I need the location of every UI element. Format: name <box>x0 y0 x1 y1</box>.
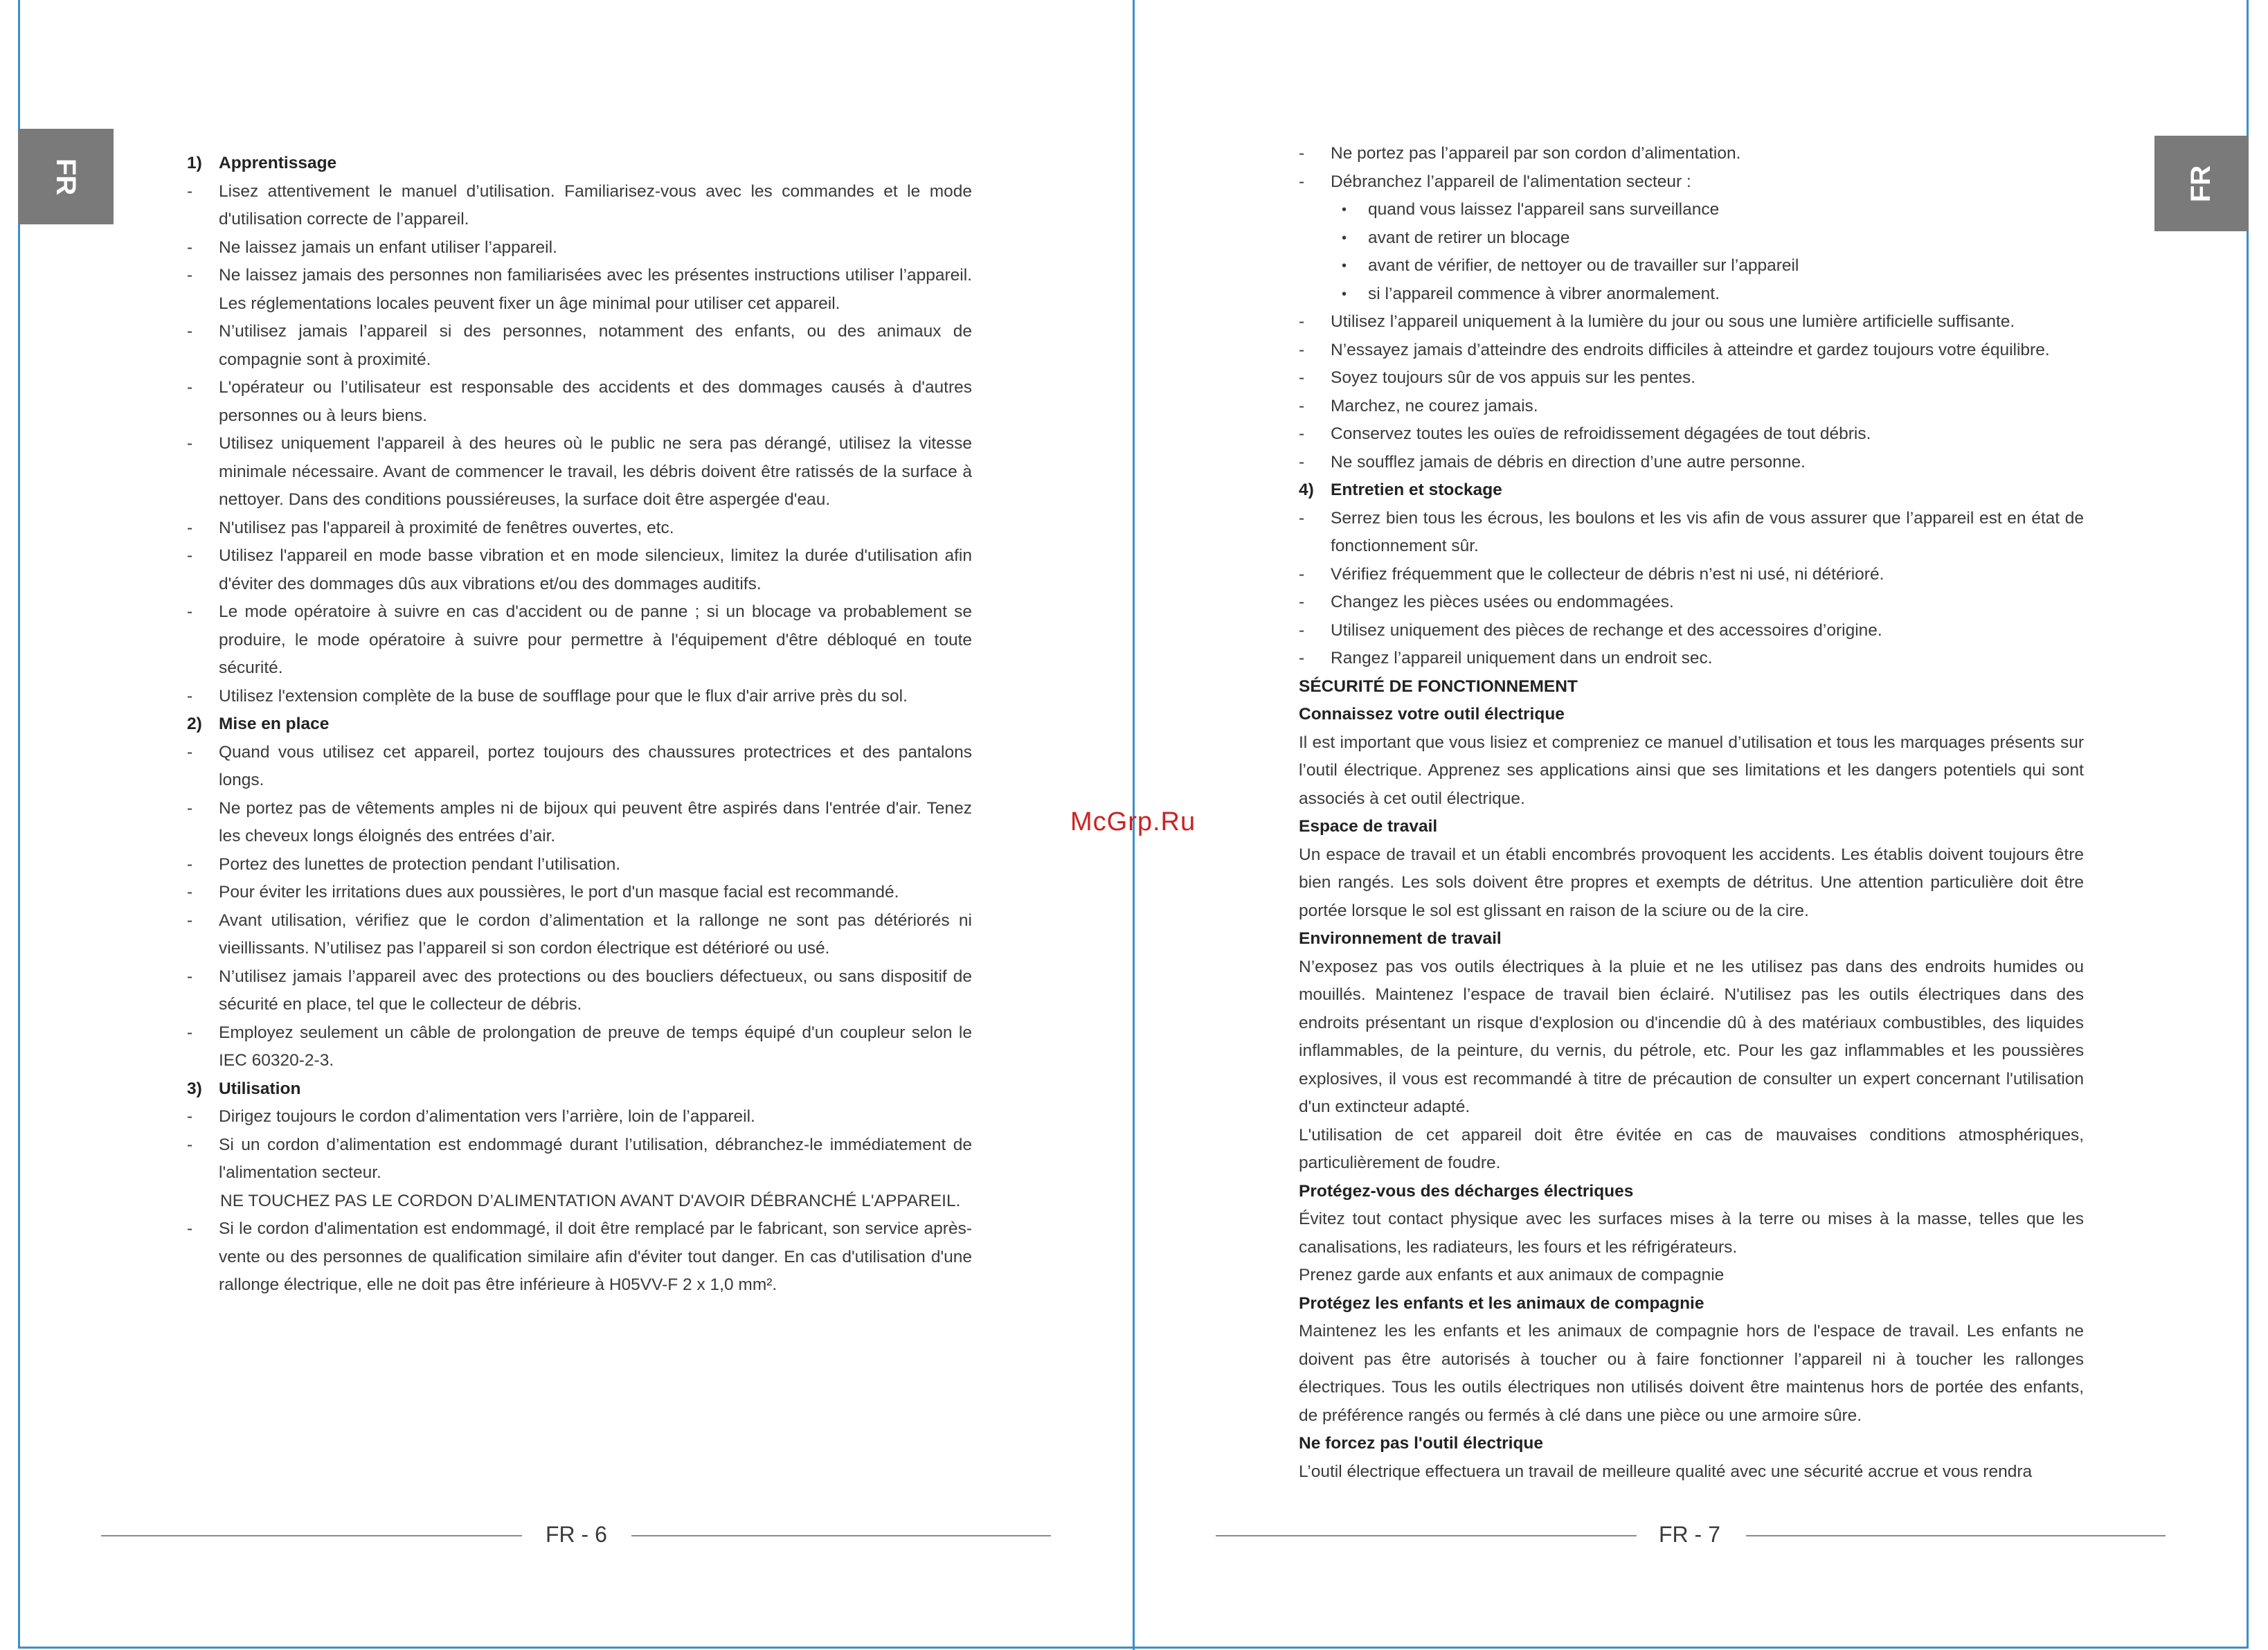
list-item-text: Le mode opératoire à suivre en cas d'accident ou de panne ; si un blocage va probablement se produire, le mode opératoire à suivre pour permettre à l'équipement d'être débloqué en toute sécurité. <box>219 602 972 677</box>
footer-rule-right-2 <box>1746 1535 2166 1536</box>
paragraph: Il est important que vous lisiez et compreniez ce manuel d’utilisation et tous les marquages présents sur l’outil électrique. Apprenez ses applications ainsi que ses limitations et les dangers potentiels qui sont associés à cet outil électrique. <box>1299 733 2084 808</box>
bullet: - <box>1299 424 1305 443</box>
list-item-text: Si le cordon d'alimentation est endommagé, il doit être remplacé par le fabricant, son service après-vente ou des personnes de qualification similaire afin d'éviter tout danger. En cas d'utilisation d'une rallonge électrique, elle ne doit pas être inférieure à H05VV-F 2 x 1,0 mm². <box>219 1219 972 1294</box>
bullet: - <box>187 518 193 537</box>
bullet-dot: • <box>1342 202 1347 217</box>
subheading: Protégez-vous des décharges électriques <box>1299 1181 1634 1201</box>
section-heading <box>187 1075 972 1104</box>
list-item-text: Lisez attentivement le manuel d’utilisation. Familiarisez-vous avec les commandes et le mode d'utilisation correcte de l’appareil. <box>219 181 972 228</box>
list-item <box>187 963 972 1019</box>
list-item-text: Utilisez uniquement l'appareil à des heures où le public ne sera pas dérangé, utilisez la vitesse minimale nécessaire. Avant de commencer le travail, les débris doivent être ratissés de la surface à nettoyer. Dans des conditions poussiéreuses, la surface doit être aspergée d'eau. <box>219 434 972 509</box>
footer-rule-left <box>101 1535 522 1536</box>
paragraph: Un espace de travail et un établi encombrés provoquent les accidents. Les établis doivent toujours être bien rangés. Les sols doivent être propres et exempts de détritus. Une attention particulière doit être portée lorsque le sol est glissant en raison de la sciure ou de la cire. <box>1299 845 2084 920</box>
section-number: 3) <box>187 1079 202 1098</box>
bullet: - <box>187 883 193 902</box>
list-item-text: Utilisez uniquement des pièces de rechange et des accessoires d’origine. <box>1331 620 1882 640</box>
page-number-right: FR - 7 <box>1659 1522 1720 1547</box>
list-item <box>187 514 972 543</box>
list-item-text: Soyez toujours sûr de vos appuis sur les pentes. <box>1331 368 1696 387</box>
list-item <box>187 1131 972 1187</box>
bullet: - <box>1299 649 1305 667</box>
section-title: Entretien et stockage <box>1331 481 1502 499</box>
list-item <box>187 879 972 907</box>
list-item <box>1299 364 2084 393</box>
paragraph: L'utilisation de cet appareil doit être évitée en cas de mauvaises conditions atmosphériques, particulièrement de foudre. <box>1299 1125 2084 1172</box>
list-item <box>1299 393 2084 421</box>
paragraph: Évitez tout contact physique avec les surfaces mises à la terre ou mises à la masse, telles que les canalisations, les radiateurs, les fours et les réfrigérateurs. <box>1299 1210 2084 1257</box>
safety-section-title: SÉCURITÉ DE FONCTIONNEMENT <box>1299 676 1578 696</box>
list-item <box>187 739 972 795</box>
bullet: - <box>187 434 193 453</box>
subheading: Espace de travail <box>1299 817 1438 836</box>
list-item <box>1299 308 2084 337</box>
page-number-left: FR - 6 <box>546 1522 607 1547</box>
list-item-text: Serrez bien tous les écrous, les boulons et les vis afin de vous assurer que l’appareil est en état de fonctionnement sûr. <box>1331 508 2084 555</box>
bullet: - <box>187 266 193 285</box>
section-heading <box>1299 476 2084 505</box>
bullet: - <box>1299 368 1305 387</box>
section-heading <box>187 710 972 739</box>
bullet: - <box>187 854 193 874</box>
list-item <box>187 234 972 262</box>
bullet: - <box>187 967 193 986</box>
bullet: - <box>187 237 193 257</box>
list-item <box>187 1103 972 1131</box>
footer-rule-left-2 <box>631 1535 1051 1536</box>
list-item-text: Avant utilisation, vérifiez que le cordon d’alimentation et la rallonge ne sont pas détériorés ni vieillissants. N’utilisez pas l’appareil si son cordon électrique est détérioré ou usé. <box>219 911 972 958</box>
list-item-text: Dirigez toujours le cordon d’alimentation vers l’arrière, loin de l’appareil. <box>219 1107 755 1126</box>
bullet: - <box>187 378 193 397</box>
list-item-text: Pour éviter les irritations dues aux poussières, le port d'un masque facial est recommandé. <box>219 883 899 902</box>
bullet: - <box>1299 593 1305 611</box>
bullet: - <box>1299 620 1305 640</box>
list-item <box>187 1019 972 1075</box>
sub-list-item-text: avant de retirer un blocage <box>1368 228 1570 247</box>
list-item-text: Quand vous utilisez cet appareil, portez toujours des chaussures protectrices et des pantalons longs. <box>219 742 972 789</box>
list-item-text: Ne portez pas l’appareil par son cordon d’alimentation. <box>1331 144 1741 163</box>
list-item-text: Utilisez l'extension complète de la buse de soufflage pour que le flux d'air arrive près du sol. <box>219 686 908 706</box>
subheading: Environnement de travail <box>1299 929 1502 948</box>
list-item-text: N’utilisez jamais l’appareil avec des protections ou des boucliers défectueux, ou sans dispositif de sécurité en place, tel que le collecteur de débris. <box>219 967 972 1014</box>
list-item <box>1299 617 2084 645</box>
paragraph: Prenez garde aux enfants et aux animaux de compagnie <box>1299 1266 1725 1284</box>
sub-list-item <box>1299 252 2084 280</box>
section-title: Mise en place <box>219 715 330 733</box>
warning-note: NE TOUCHEZ PAS LE CORDON D’ALIMENTATION AVANT D'AVOIR DÉBRANCHÉ L'APPAREIL. <box>220 1191 961 1210</box>
subheading: Ne forcez pas l'outil électrique <box>1299 1434 1544 1453</box>
language-tab-right-label: FR <box>2186 165 2217 202</box>
section-title: Utilisation <box>219 1079 301 1098</box>
list-item <box>187 542 972 598</box>
language-tab-left <box>18 129 114 224</box>
subheading: Protégez les enfants et les animaux de compagnie <box>1299 1293 1704 1313</box>
list-item-text: Conservez toutes les ouïes de refroidissement dégagées de tout débris. <box>1331 424 1871 443</box>
section-title: Apprentissage <box>219 154 337 172</box>
list-item-text: Ne laissez jamais un enfant utiliser l’appareil. <box>219 237 557 257</box>
bullet: - <box>187 546 193 565</box>
bullet: - <box>1299 564 1305 584</box>
bullet: - <box>1299 396 1305 415</box>
language-tab-left-label: FR <box>51 158 82 195</box>
section-heading <box>187 150 972 178</box>
subheading: Connaissez votre outil électrique <box>1299 705 1565 724</box>
list-item-text: N’essayez jamais d’atteindre des endroits difficiles à atteindre et gardez toujours votre équilibre. <box>1331 340 2050 359</box>
bullet: - <box>1299 508 1305 528</box>
bullet: - <box>1299 340 1305 359</box>
bullet-dot: • <box>1342 258 1347 273</box>
list-item <box>1299 645 2084 673</box>
list-item <box>1299 168 2084 197</box>
bullet: - <box>1299 172 1305 191</box>
list-item-text: Changez les pièces usées ou endommagées. <box>1331 593 1674 611</box>
bullet-dot: • <box>1342 230 1347 246</box>
list-item <box>187 795 972 851</box>
bullet: - <box>187 742 193 762</box>
bullet-dot: • <box>1342 286 1347 302</box>
list-item <box>1299 449 2084 477</box>
language-tab-right <box>2154 136 2249 231</box>
sub-list-item <box>1299 196 2084 224</box>
list-item <box>1299 140 2084 168</box>
list-item <box>187 1215 972 1300</box>
right-page-text <box>1299 140 2084 1486</box>
list-item <box>1299 420 2084 449</box>
bullet: - <box>187 322 193 341</box>
bullet: - <box>187 1107 193 1126</box>
bullet: - <box>187 181 193 201</box>
list-item <box>1299 337 2084 365</box>
list-item <box>1299 561 2084 589</box>
list-item <box>187 262 972 318</box>
list-item-text: Ne laissez jamais des personnes non familiarisées avec les présentes instructions utiliser l’appareil. Les réglementations locales peuvent fixer un âge minimal pour utiliser cet appareil. <box>219 266 972 313</box>
list-item <box>187 430 972 514</box>
list-item <box>187 178 972 234</box>
sub-list-item-text: si l’appareil commence à vibrer anormalement. <box>1368 284 1720 303</box>
section-number: 4) <box>1299 481 1314 499</box>
bullet: - <box>1299 312 1305 331</box>
sub-list-item <box>1299 224 2084 253</box>
bullet: - <box>1299 144 1305 163</box>
bullet: - <box>187 798 193 818</box>
bullet: - <box>187 1023 193 1042</box>
paragraph: Maintenez les les enfants et les animaux de compagnie hors de l'espace de travail. Les enfants ne doivent pas être autorisés à toucher ou à faire fonctionner l’appareil ni à toucher les rallonges électriques. Tous les outils électriques non utilisés doivent être maintenus hors de portée des enfants, de préférence rangés ou fermés à clé dans une pièce ou une armoire sûre. <box>1299 1322 2084 1425</box>
bullet: - <box>1299 452 1305 472</box>
list-item-text: Portez des lunettes de protection pendant l’utilisation. <box>219 854 621 874</box>
list-item-text: Employez seulement un câble de prolongation de preuve de temps équipé d'un coupleur selon le IEC 60320-2-3. <box>219 1023 972 1070</box>
list-item <box>187 374 972 430</box>
section-number: 1) <box>187 154 202 172</box>
footer-rule-right <box>1216 1535 1637 1536</box>
sub-list-item <box>1299 280 2084 309</box>
list-item-text: N'utilisez pas l'appareil à proximité de fenêtres ouvertes, etc. <box>219 518 674 537</box>
list-item-text: Utilisez l’appareil uniquement à la lumière du jour ou sous une lumière artificielle suffisante. <box>1331 312 2015 331</box>
bullet: - <box>187 911 193 930</box>
list-item-text: L'opérateur ou l’utilisateur est responsable des accidents et des dommages causés à d'autres personnes ou à leurs biens. <box>219 378 972 425</box>
section-number: 2) <box>187 715 202 733</box>
list-item-text: Rangez l’appareil uniquement dans un endroit sec. <box>1331 649 1713 667</box>
bullet: - <box>187 686 193 706</box>
list-item-text: Marchez, ne courez jamais. <box>1331 396 1538 415</box>
list-item <box>187 598 972 683</box>
watermark: McGrp.Ru <box>1070 807 1196 836</box>
list-item-text: Utilisez l'appareil en mode basse vibration et en mode silencieux, limitez la durée d'utilisation afin d'éviter des dommages dûs aux vibrations et/ou des dommages auditifs. <box>219 546 972 593</box>
bullet: - <box>187 1219 193 1238</box>
sub-list-item-text: quand vous laissez l'appareil sans surveillance <box>1368 200 1720 219</box>
list-item-text: Débranchez l’appareil de l'alimentation secteur : <box>1331 172 1691 191</box>
list-item-text: N’utilisez jamais l’appareil si des personnes, notamment des enfants, ou des animaux de compagnie sont à proximité. <box>219 322 972 369</box>
list-item-text: Ne soufflez jamais de débris en direction d’une autre personne. <box>1331 452 1806 472</box>
list-item <box>187 907 972 963</box>
list-item-text: Vérifiez fréquemment que le collecteur de débris n’est ni usé, ni détérioré. <box>1331 564 1884 584</box>
list-item-text: Si un cordon d’alimentation est endommagé durant l’utilisation, débranchez-le immédiatement de l'alimentation secteur. <box>219 1135 972 1182</box>
paragraph: L’outil électrique effectuera un travail de meilleure qualité avec une sécurité accrue et vous rendra <box>1299 1462 2033 1481</box>
sub-list-item-text: avant de vérifier, de nettoyer ou de travailler sur l’appareil <box>1368 256 1799 275</box>
list-item <box>1299 589 2084 617</box>
list-item <box>187 851 972 879</box>
list-item <box>187 318 972 374</box>
bullet: - <box>187 602 193 621</box>
list-item-text: Ne portez pas de vêtements amples ni de bijoux qui peuvent être aspirés dans l'entrée d'air. Tenez les cheveux longs éloignés des entrées d’air. <box>219 798 972 845</box>
left-page-text <box>187 150 972 1300</box>
paragraph: N’exposez pas vos outils électriques à la pluie et ne les utilisez pas dans des endroits humides ou mouillés. Maintenez l’espace de travail bien éclairé. N'utilisez pas les outils électriques dans des endroits présentant un risque d'explosion ou d'incendie dû à des matériaux combustibles, des liquides inflammables, de la peinture, du vernis, du pétrole, etc. Pour les gaz inflammables et les poussières explosives, il vous est recommandé à titre de précaution de consulter un expert concernant l'utilisation d'un extincteur adapté. <box>1299 957 2084 1116</box>
list-item <box>187 683 972 711</box>
bullet: - <box>187 1135 193 1154</box>
list-item <box>1299 505 2084 561</box>
